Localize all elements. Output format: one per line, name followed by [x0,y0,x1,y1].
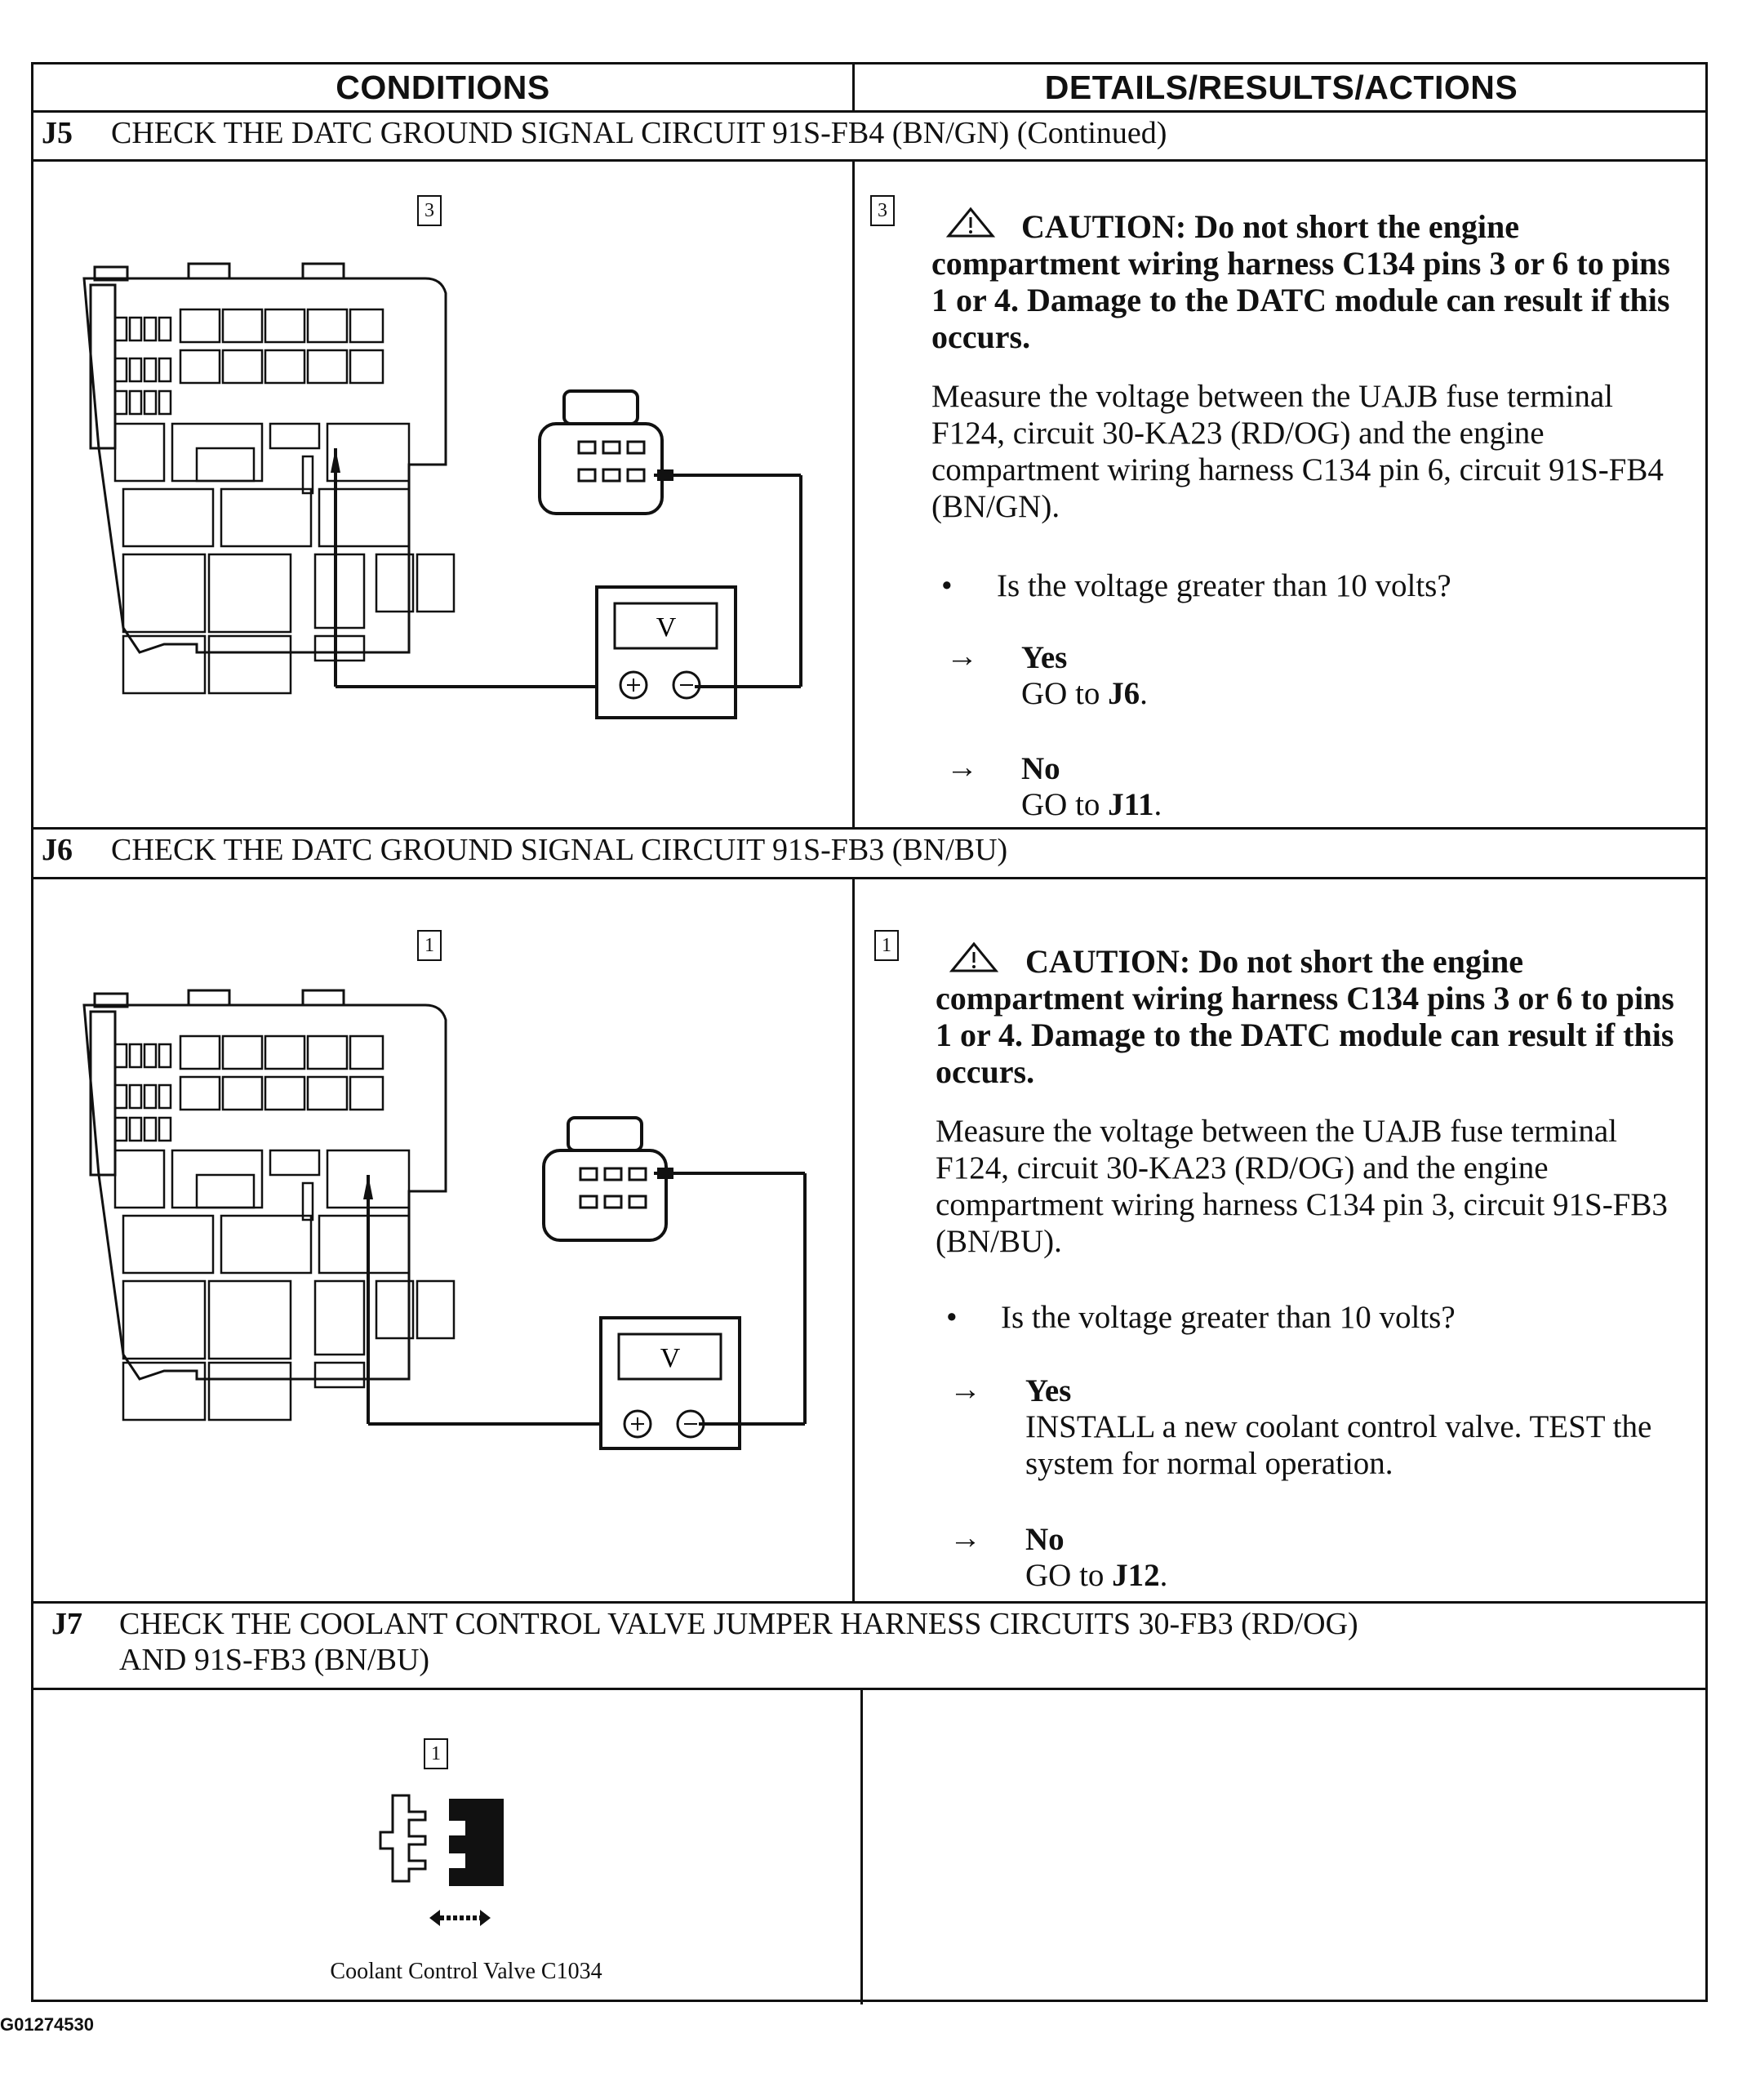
j6-step-id: J6 [42,833,73,867]
j7-figure-step-number: 1 [424,1738,448,1769]
j5-no-label: No [1021,751,1060,786]
j5-title: CHECK THE DATC GROUND SIGNAL CIRCUIT 91S-FB4 (BN/GN) (Continued) [111,116,1167,150]
diagnostic-table [31,62,1708,2002]
j5-measure-text: Measure the voltage between the UAJB fuse terminal F124, circuit 30-KA23 (RD/OG) and the engine compartment wiring harness C134 pin 6, circuit 91S-FB4 (BN/GN). [931,379,1664,524]
j5-meter-label: V [656,612,677,643]
figure-id: G01274530 [0,2014,94,2035]
j5-step-id: J5 [42,116,73,150]
coolant-valve-connector-diagram [352,1787,556,1934]
j5-yes-link[interactable]: J6 [1108,676,1140,711]
j6-no-link[interactable]: J12 [1112,1558,1160,1593]
j7-title-divider [33,1688,1705,1690]
j6-caution-text: CAUTION: Do not short the engine compartment wiring harness C134 pins 3 or 6 to pins 1 or 4. Damage to the DATC module can result if this occurs. [936,943,1674,1090]
j5-bullet: • [941,568,953,603]
j6-no-arrow-icon: → [949,1520,981,1555]
j6-measure-text: Measure the voltage between the UAJB fuse terminal F124, circuit 30-KA23 (RD/OG) and the engine compartment wiring harness C134 pin 3, circuit 91S-FB3 (BN/BU). [936,1114,1668,1259]
j6-detail-step-number: 1 [874,930,899,961]
j7-step-id: J7 [51,1607,82,1641]
j5-question: Is the voltage greater than 10 volts? [997,568,1451,603]
j7-column-divider [860,1688,863,2004]
j6-question: Is the voltage greater than 10 volts? [1001,1300,1456,1335]
j6-meter-label: V [660,1343,681,1373]
j6-column-divider [852,877,855,1601]
j6-no-label: No [1025,1522,1065,1557]
j5-figure-step-number: 3 [417,195,442,226]
j6-bottom-divider [33,1601,1705,1604]
j5-yes-label: Yes [1021,640,1068,675]
j6-bullet: • [946,1300,958,1335]
j5-detail-step-number: 3 [870,195,895,226]
j6-no-action: GO to J12. [1025,1558,1168,1593]
conditions-header: CONDITIONS [336,68,550,106]
j5-no-action: GO to J11. [1021,787,1162,822]
j7-figure-caption: Coolant Control Valve C1034 [330,1959,602,1984]
j6-yes-arrow-icon: → [949,1372,981,1407]
j5-no-link[interactable]: J11 [1108,787,1154,822]
j7-title-line1: CHECK THE COOLANT CONTROL VALVE JUMPER HARNESS CIRCUITS 30-FB3 (RD/OG) [119,1607,1358,1641]
j5-yes-arrow-icon: → [946,638,978,674]
details-header: DETAILS/RESULTS/ACTIONS [1044,68,1518,106]
j6-figure-step-number: 1 [417,930,442,961]
j6-yes-label: Yes [1025,1373,1072,1408]
j6-junction-box-diagram [33,65,852,1601]
j7-title-line2: AND 91S-FB3 (BN/BU) [119,1643,430,1677]
j5-column-divider [852,159,855,827]
j6-title: CHECK THE DATC GROUND SIGNAL CIRCUIT 91S-FB3 (BN/BU) [111,833,1008,867]
j5-caution-text: CAUTION: Do not short the engine compartment wiring harness C134 pins 3 or 6 to pins 1 or 4. Damage to the DATC module can result if this occurs. [931,208,1670,355]
j5-no-arrow-icon: → [946,750,978,785]
j5-yes-action: GO to J6. [1021,676,1148,711]
j6-yes-action: INSTALL a new coolant control valve. TEST the system for normal operation. [1025,1409,1652,1481]
